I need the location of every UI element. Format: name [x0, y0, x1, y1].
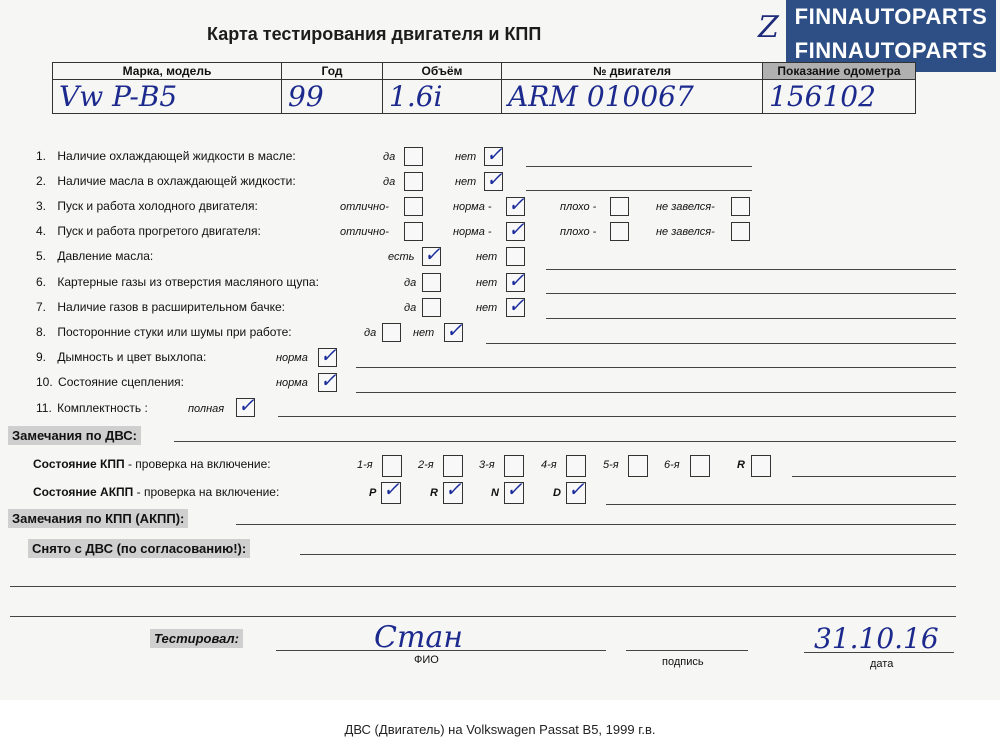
- checkbox-gear-1[interactable]: [382, 455, 402, 477]
- item-number: 4.: [36, 224, 47, 238]
- engine-remarks-heading: Замечания по ДВС:: [8, 426, 141, 445]
- item-number: 2.: [36, 174, 47, 188]
- option-label: плохо -: [560, 201, 597, 213]
- manual-gearbox-desc: - проверка на включение:: [124, 457, 271, 471]
- checkbox-item-11-complete[interactable]: [236, 393, 255, 417]
- item-label: Комплектность :: [57, 401, 148, 415]
- option-label: полная: [188, 403, 225, 415]
- item-5: [36, 249, 153, 263]
- item-label: Наличие охлаждающей жидкости в масле:: [57, 149, 296, 163]
- option-label: норма: [276, 352, 308, 364]
- checkbox-item-2-no[interactable]: [484, 167, 503, 191]
- option-label: есть: [388, 251, 415, 263]
- option-label: да: [383, 151, 396, 163]
- col-make-model: Марка, модель: [53, 63, 282, 80]
- item-number: 7.: [36, 300, 47, 314]
- item-number: 1.: [36, 149, 47, 163]
- item-number: 11.: [36, 401, 52, 415]
- col-volume: Объём: [383, 63, 502, 80]
- auto-gearbox-label: [33, 485, 279, 499]
- auto-gearbox-desc: - проверка на включение:: [133, 485, 280, 499]
- checkbox-item-7-yes[interactable]: [422, 298, 441, 317]
- checkbox-item-10-normal[interactable]: [318, 368, 337, 392]
- option-label: да: [404, 302, 417, 314]
- checkbox-item-8-no[interactable]: [444, 318, 463, 342]
- checkbox-gear-5[interactable]: [628, 455, 648, 477]
- date-handwritten: 31.10.16: [814, 622, 939, 655]
- name-line: [276, 650, 606, 651]
- item-9-note-line: [356, 367, 956, 368]
- gearbox-remarks-line: [236, 524, 956, 525]
- item-4: [36, 224, 261, 238]
- manual-gearbox-title: Состояние КПП: [33, 457, 125, 471]
- checkbox-item-2-yes[interactable]: [404, 172, 423, 191]
- check-mark: ✓: [508, 217, 525, 241]
- option-label: отлично-: [340, 201, 389, 213]
- value-engine-number: ARM 010067: [502, 80, 763, 114]
- corner-mark: Z: [758, 10, 779, 45]
- option-label: норма -: [453, 201, 492, 213]
- gear-label: 6-я: [664, 459, 680, 471]
- manual-gearbox-label: [33, 457, 271, 471]
- mode-label: P: [369, 487, 377, 499]
- checkbox-gear-6[interactable]: [690, 455, 710, 477]
- checkbox-mode-n[interactable]: [504, 477, 524, 504]
- date-line: [804, 652, 954, 653]
- option-label: нет: [476, 251, 498, 263]
- item-label: Посторонние стуки или шумы при работе:: [57, 325, 292, 339]
- auto-gearbox-title: Состояние АКПП: [33, 485, 134, 499]
- checkbox-item-5-yes[interactable]: [422, 242, 441, 266]
- checkbox-gear-2[interactable]: [443, 455, 463, 477]
- gear-label: 5-я: [603, 459, 619, 471]
- item-11-note-line: [278, 416, 956, 417]
- check-mark: ✓: [445, 477, 462, 501]
- checkbox-item-4-excellent[interactable]: [404, 222, 423, 241]
- value-make-model: Vw P-B5: [53, 80, 282, 114]
- checkbox-mode-p[interactable]: [381, 477, 401, 504]
- item-label: Дымность и цвет выхлопа:: [57, 350, 207, 364]
- check-mark: ✓: [320, 343, 337, 367]
- item-10: [36, 375, 184, 389]
- item-6-note-line: [546, 293, 956, 294]
- option-label: отлично-: [340, 226, 389, 238]
- item-number: 3.: [36, 199, 47, 213]
- item-9: [36, 350, 206, 364]
- checkbox-item-3-normal[interactable]: [506, 192, 525, 216]
- check-mark: ✓: [508, 293, 525, 317]
- value-volume: 1.6i: [383, 80, 502, 114]
- check-mark: ✓: [508, 192, 525, 216]
- removed-line-2: [10, 586, 956, 587]
- removed-heading: Снято с ДВС (по согласованию!):: [28, 539, 250, 558]
- mode-label: R: [430, 487, 438, 499]
- tester-name-handwritten: Стан: [374, 620, 464, 655]
- item-label: Картерные газы из отверстия масляного щупа:: [57, 275, 319, 289]
- option-label: норма -: [453, 226, 492, 238]
- value-odometer: 156102: [763, 80, 916, 114]
- checkbox-gear-r[interactable]: [751, 455, 771, 477]
- check-mark: ✓: [238, 393, 255, 417]
- item-label: Давление масла:: [57, 249, 154, 263]
- checkbox-item-4-no-start[interactable]: [731, 222, 750, 241]
- form-title: Карта тестирования двигателя и КПП: [207, 24, 542, 44]
- item-label: Состояние сцепления:: [58, 375, 184, 389]
- signature-caption: подпись: [662, 656, 704, 668]
- checkbox-gear-3[interactable]: [504, 455, 524, 477]
- option-label: не завелся-: [656, 226, 715, 238]
- option-label: нет: [476, 277, 498, 289]
- checkbox-item-3-excellent[interactable]: [404, 197, 423, 216]
- col-odometer: Показание одометра: [763, 63, 916, 80]
- item-8-note-line: [486, 343, 956, 344]
- checkbox-item-8-yes[interactable]: [382, 323, 401, 342]
- item-8: [36, 325, 292, 339]
- mode-label: N: [491, 487, 499, 499]
- check-mark: ✓: [568, 477, 585, 501]
- option-label: плохо -: [560, 226, 597, 238]
- item-7-note-line: [546, 318, 956, 319]
- image-caption: ДВС (Двигатель) на Volkswagen Passat B5, 1999 г.в.: [344, 722, 656, 737]
- item-1: [36, 149, 296, 163]
- option-label: да: [383, 176, 396, 188]
- value-year: 99: [282, 80, 383, 114]
- item-label: Пуск и работа холодного двигателя:: [57, 199, 258, 213]
- signature-line: [626, 650, 748, 651]
- checkbox-item-6-yes[interactable]: [422, 273, 441, 292]
- checkbox-item-1-yes[interactable]: [404, 147, 423, 166]
- checkbox-gear-4[interactable]: [566, 455, 586, 477]
- logo-line-1: FINNAUTOPARTS: [794, 4, 988, 29]
- item-6: [36, 275, 319, 289]
- tested-by-label: Тестировал:: [150, 629, 243, 648]
- item-label: Наличие газов в расширительном бачке:: [57, 300, 285, 314]
- check-mark: ✓: [383, 477, 400, 501]
- check-mark: ✓: [506, 477, 523, 501]
- auto-gearbox-note-line: [606, 504, 956, 505]
- option-label: да: [404, 277, 417, 289]
- option-label: норма: [276, 377, 308, 389]
- item-1-note-line: [526, 166, 752, 167]
- check-mark: ✓: [320, 368, 337, 392]
- item-10-note-line: [356, 392, 956, 393]
- checkbox-item-3-bad[interactable]: [610, 197, 629, 216]
- option-label: нет: [455, 151, 477, 163]
- check-mark: ✓: [486, 167, 503, 191]
- engine-remarks-line: [174, 441, 956, 442]
- option-label: не завелся-: [656, 201, 715, 213]
- check-mark: ✓: [486, 142, 503, 166]
- gearbox-remarks-heading: Замечания по КПП (АКПП):: [8, 509, 188, 528]
- removed-line-3: [10, 616, 956, 617]
- checkbox-item-4-bad[interactable]: [610, 222, 629, 241]
- check-mark: ✓: [446, 318, 463, 342]
- checkbox-item-1-no[interactable]: [484, 142, 503, 166]
- option-label: нет: [455, 176, 477, 188]
- item-label: Наличие масла в охлаждающей жидкости:: [57, 174, 296, 188]
- name-caption: ФИО: [414, 654, 439, 666]
- checkbox-item-3-no-start[interactable]: [731, 197, 750, 216]
- col-year: Год: [282, 63, 383, 80]
- item-number: 9.: [36, 350, 47, 364]
- col-engine-number: № двигателя: [502, 63, 763, 80]
- item-11: [36, 401, 148, 415]
- item-number: 10.: [36, 375, 53, 389]
- item-label: Пуск и работа прогретого двигателя:: [57, 224, 261, 238]
- mode-label: D: [553, 487, 561, 499]
- option-label: нет: [413, 327, 435, 339]
- check-mark: ✓: [424, 242, 441, 266]
- item-number: 6.: [36, 275, 47, 289]
- checkbox-item-6-no[interactable]: [506, 268, 525, 292]
- item-number: 5.: [36, 249, 47, 263]
- item-5-note-line: [546, 269, 956, 270]
- item-7: [36, 300, 285, 314]
- checkbox-item-4-normal[interactable]: [506, 217, 525, 241]
- vehicle-header-table: [52, 62, 916, 114]
- item-number: 8.: [36, 325, 47, 339]
- checkbox-mode-d[interactable]: [566, 477, 586, 504]
- checkbox-item-9-normal[interactable]: [318, 343, 337, 367]
- item-2-note-line: [526, 190, 752, 191]
- date-caption: дата: [870, 658, 894, 670]
- gear-label: 2-я: [418, 459, 434, 471]
- logo-line-2: FINNAUTOPARTS: [794, 38, 988, 63]
- removed-line-1: [300, 554, 956, 555]
- checkbox-item-5-no[interactable]: [506, 247, 525, 266]
- check-mark: ✓: [508, 268, 525, 292]
- gear-label: 3-я: [479, 459, 495, 471]
- item-3: [36, 199, 258, 213]
- checkbox-mode-r[interactable]: [443, 477, 463, 504]
- option-label: нет: [476, 302, 498, 314]
- manual-gearbox-note-line: [792, 476, 956, 477]
- option-label: да: [364, 327, 377, 339]
- checkbox-item-7-no[interactable]: [506, 293, 525, 317]
- gear-label: 1-я: [357, 459, 373, 471]
- gear-label: R: [737, 459, 745, 471]
- item-2: [36, 174, 296, 188]
- gear-label: 4-я: [541, 459, 557, 471]
